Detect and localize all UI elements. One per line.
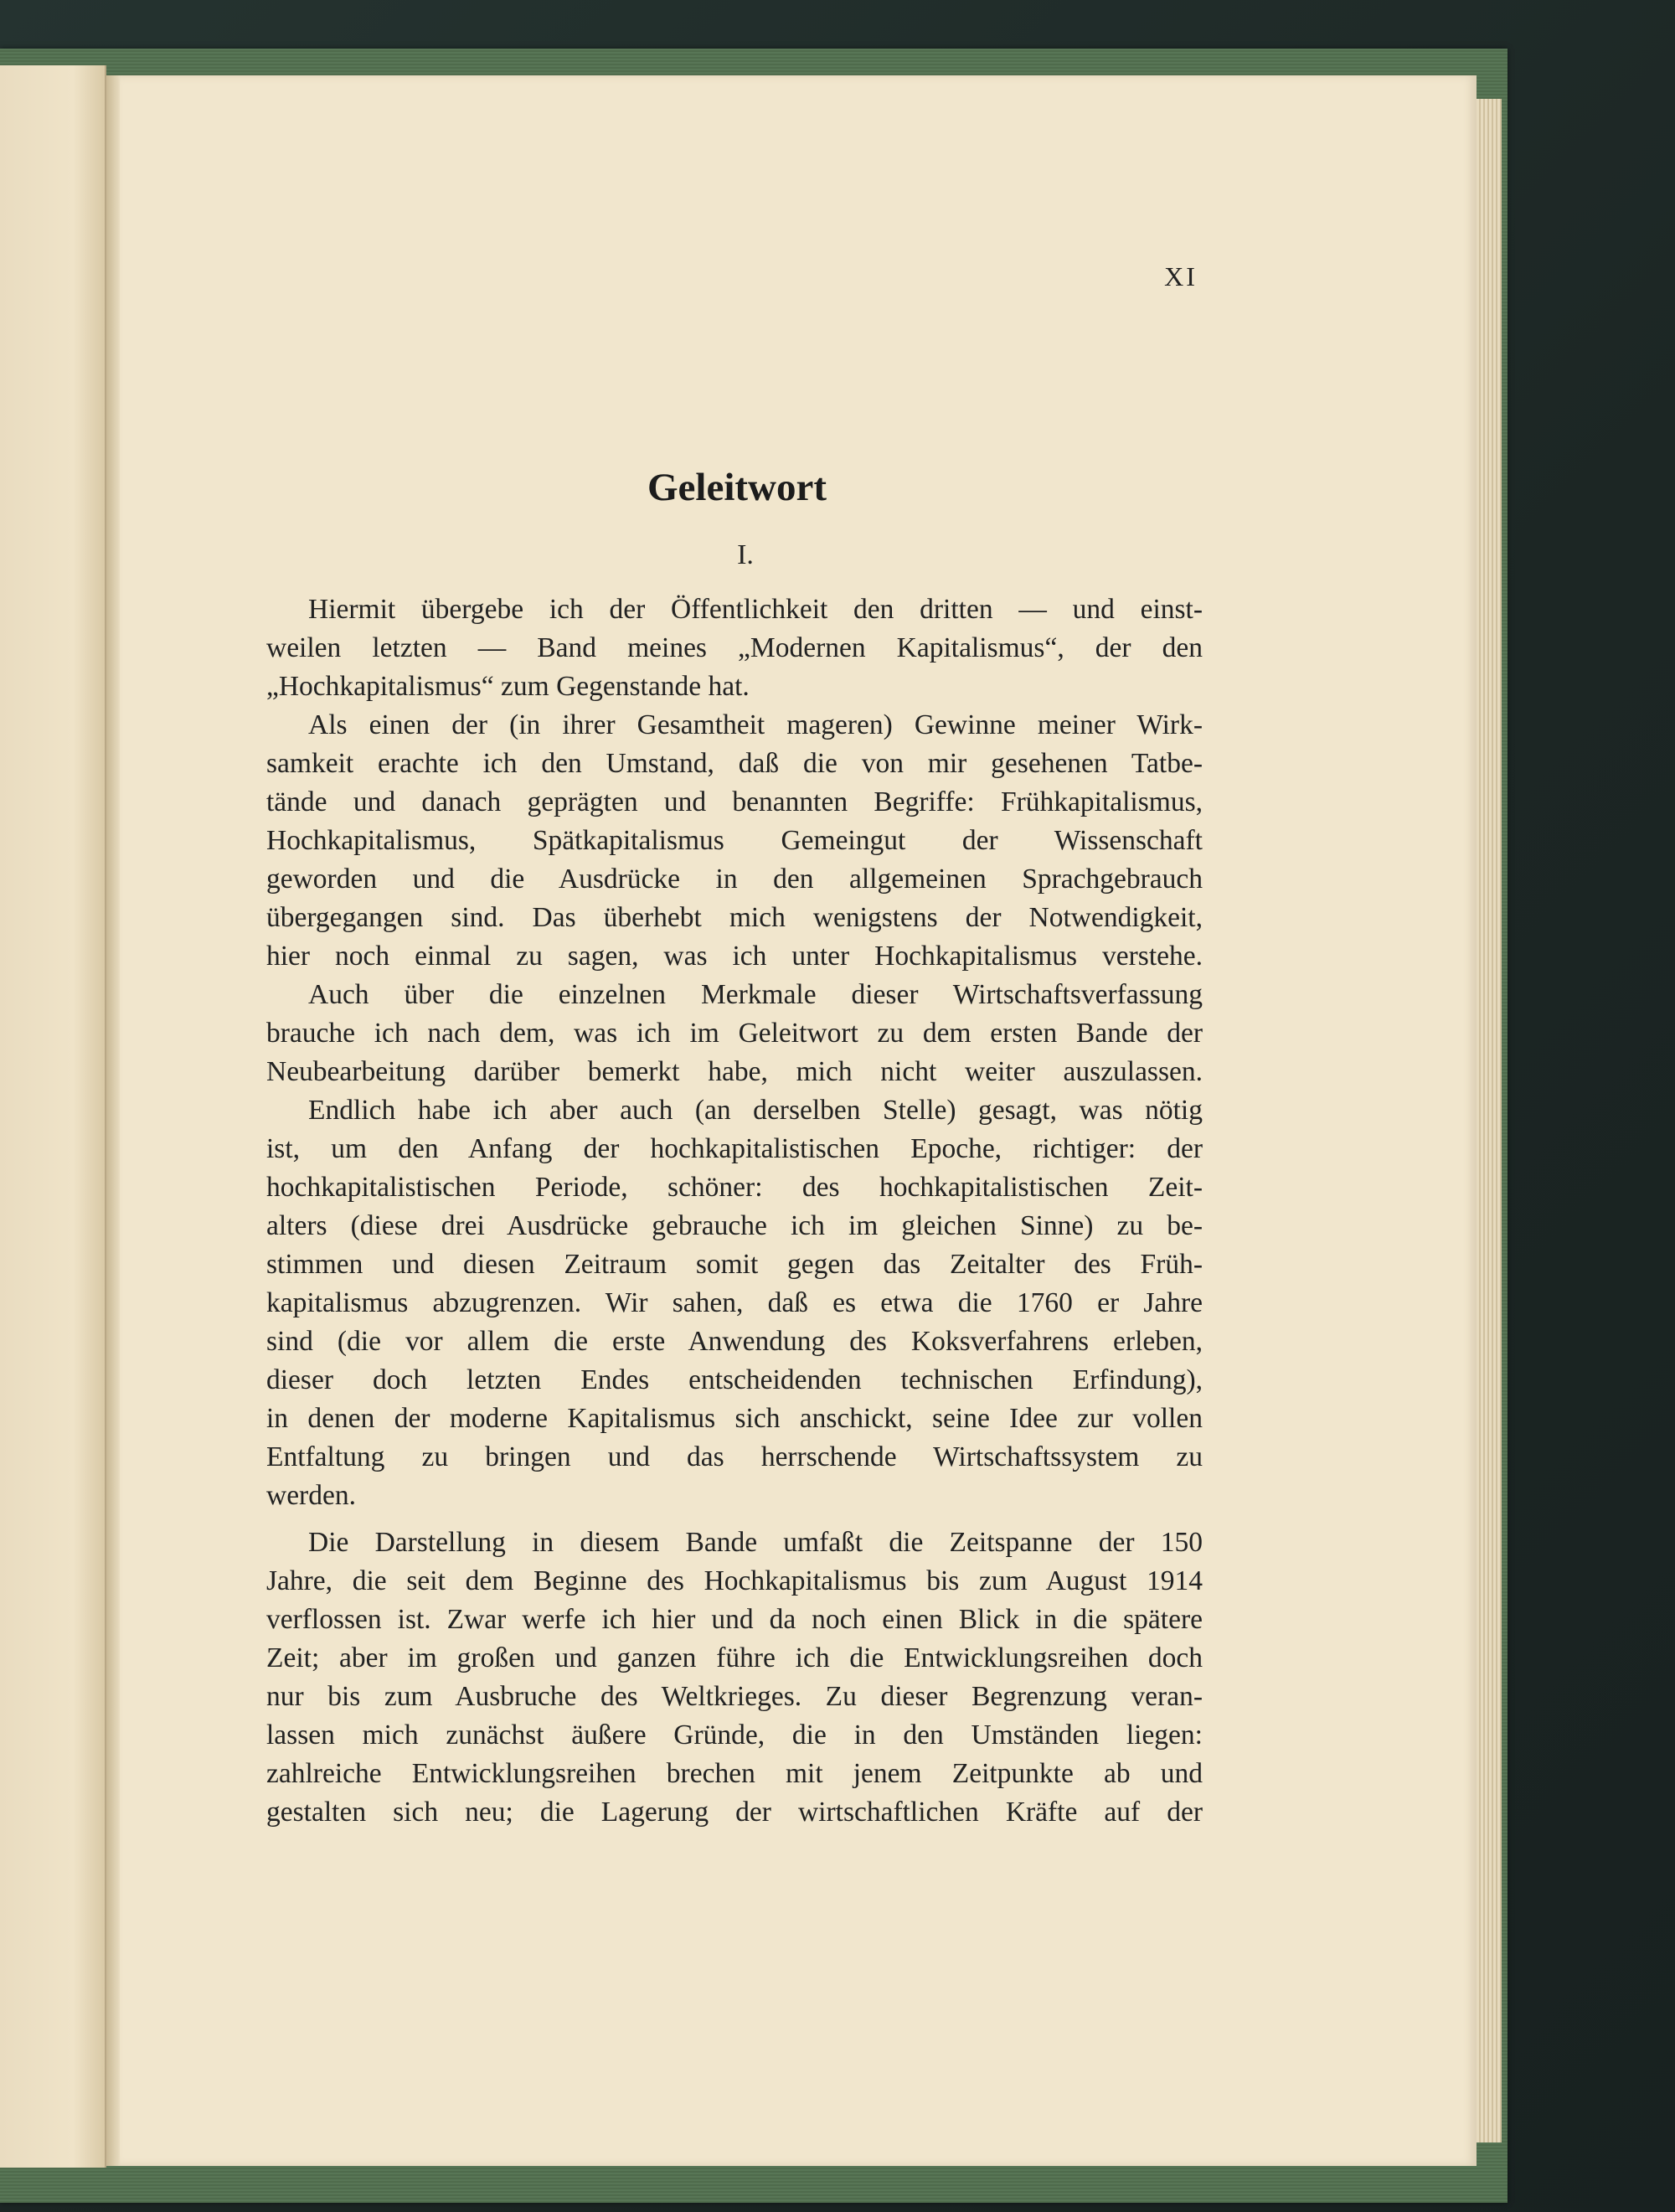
text-line: weilen letzten — Band meines „Modernen Kapitalismus“, der den (266, 632, 1203, 663)
text-line: hochkapitalistischen Periode, schöner: des hochkapitalistischen Zeit- (266, 1172, 1203, 1203)
text-line: Endlich habe ich aber auch (an derselben Stelle) gesagt, was nötig (308, 1095, 1203, 1126)
text-line: Jahre, die seit dem Beginne des Hochkapitalismus bis zum August 1914 (266, 1565, 1203, 1596)
text-line: Hiermit übergebe ich der Öffentlichkeit den dritten — und einst- (308, 594, 1203, 625)
text-line: kapitalismus abzugrenzen. Wir sahen, daß es etwa die 1760 er Jahre (266, 1287, 1203, 1318)
text-line: tände und danach geprägten und benannten Begriffe: Frühkapitalismus, (266, 786, 1203, 817)
text-line: brauche ich nach dem, was ich im Geleitwort zu dem ersten Bande der (266, 1018, 1203, 1049)
text-line: Hochkapitalismus, Spätkapitalismus Gemeingut der Wissenschaft (266, 825, 1203, 856)
text-line: Entfaltung zu bringen und das herrschende Wirtschaftssystem zu (266, 1441, 1203, 1472)
text-line: ist, um den Anfang der hochkapitalistischen Epoche, richtiger: der (266, 1133, 1203, 1164)
section-number: I. (737, 539, 754, 570)
text-line: stimmen und diesen Zeitraum somit gegen das Zeitalter des Früh- (266, 1249, 1203, 1280)
text-line: alters (diese drei Ausdrücke gebrauche ich im gleichen Sinne) zu be- (266, 1210, 1203, 1241)
text-line: Zeit; aber im großen und ganzen führe ich die Entwicklungsreihen doch (266, 1642, 1203, 1673)
left-page (0, 65, 106, 2168)
text-line: werden. (266, 1480, 356, 1511)
text-line: samkeit erachte ich den Umstand, daß die von mir gesehenen Tatbe- (266, 748, 1203, 779)
text-line: sind (die vor allem die erste Anwendung des Koksverfahrens erleben, (266, 1326, 1203, 1357)
text-line: in denen der moderne Kapitalismus sich anschickt, seine Idee zur vollen (266, 1403, 1203, 1434)
text-line: gestalten sich neu; die Lagerung der wirtschaftlichen Kräfte auf der (266, 1797, 1203, 1828)
text-line: Die Darstellung in diesem Bande umfaßt die Zeitspanne der 150 (308, 1527, 1203, 1558)
text-line: Auch über die einzelnen Merkmale dieser Wirtschaftsverfassung (308, 979, 1203, 1010)
text-line: verflossen ist. Zwar werfe ich hier und da noch einen Blick in die spätere (266, 1604, 1203, 1635)
text-line: lassen mich zunächst äußere Gründe, die in den Umständen liegen: (266, 1720, 1203, 1751)
page-number: XI (1164, 261, 1198, 291)
text-line: Als einen der (in ihrer Gesamtheit mageren) Gewinne meiner Wirk- (308, 709, 1203, 740)
text-line: übergegangen sind. Das überhebt mich wenigstens der Notwendigkeit, (266, 902, 1203, 933)
chapter-title: Geleitwort (647, 466, 827, 509)
text-line: „Hochkapitalismus“ zum Gegenstande hat. (266, 671, 750, 702)
text-line: zahlreiche Entwicklungsreihen brechen mit jenem Zeitpunkte ab und (266, 1758, 1203, 1789)
text-line: geworden und die Ausdrücke in den allgemeinen Sprachgebrauch (266, 864, 1203, 895)
text-line: Neubearbeitung darüber bemerkt habe, mich nicht weiter auszulassen. (266, 1056, 1203, 1087)
text-line: nur bis zum Ausbruche des Weltkrieges. Zu dieser Begrenzung veran- (266, 1681, 1203, 1712)
page-edge (1477, 99, 1502, 2142)
page-gutter (106, 75, 120, 2166)
text-line: hier noch einmal zu sagen, was ich unter Hochkapitalismus verstehe. (266, 941, 1203, 972)
text-line: dieser doch letzten Endes entscheidenden technischen Erfindung), (266, 1364, 1203, 1395)
